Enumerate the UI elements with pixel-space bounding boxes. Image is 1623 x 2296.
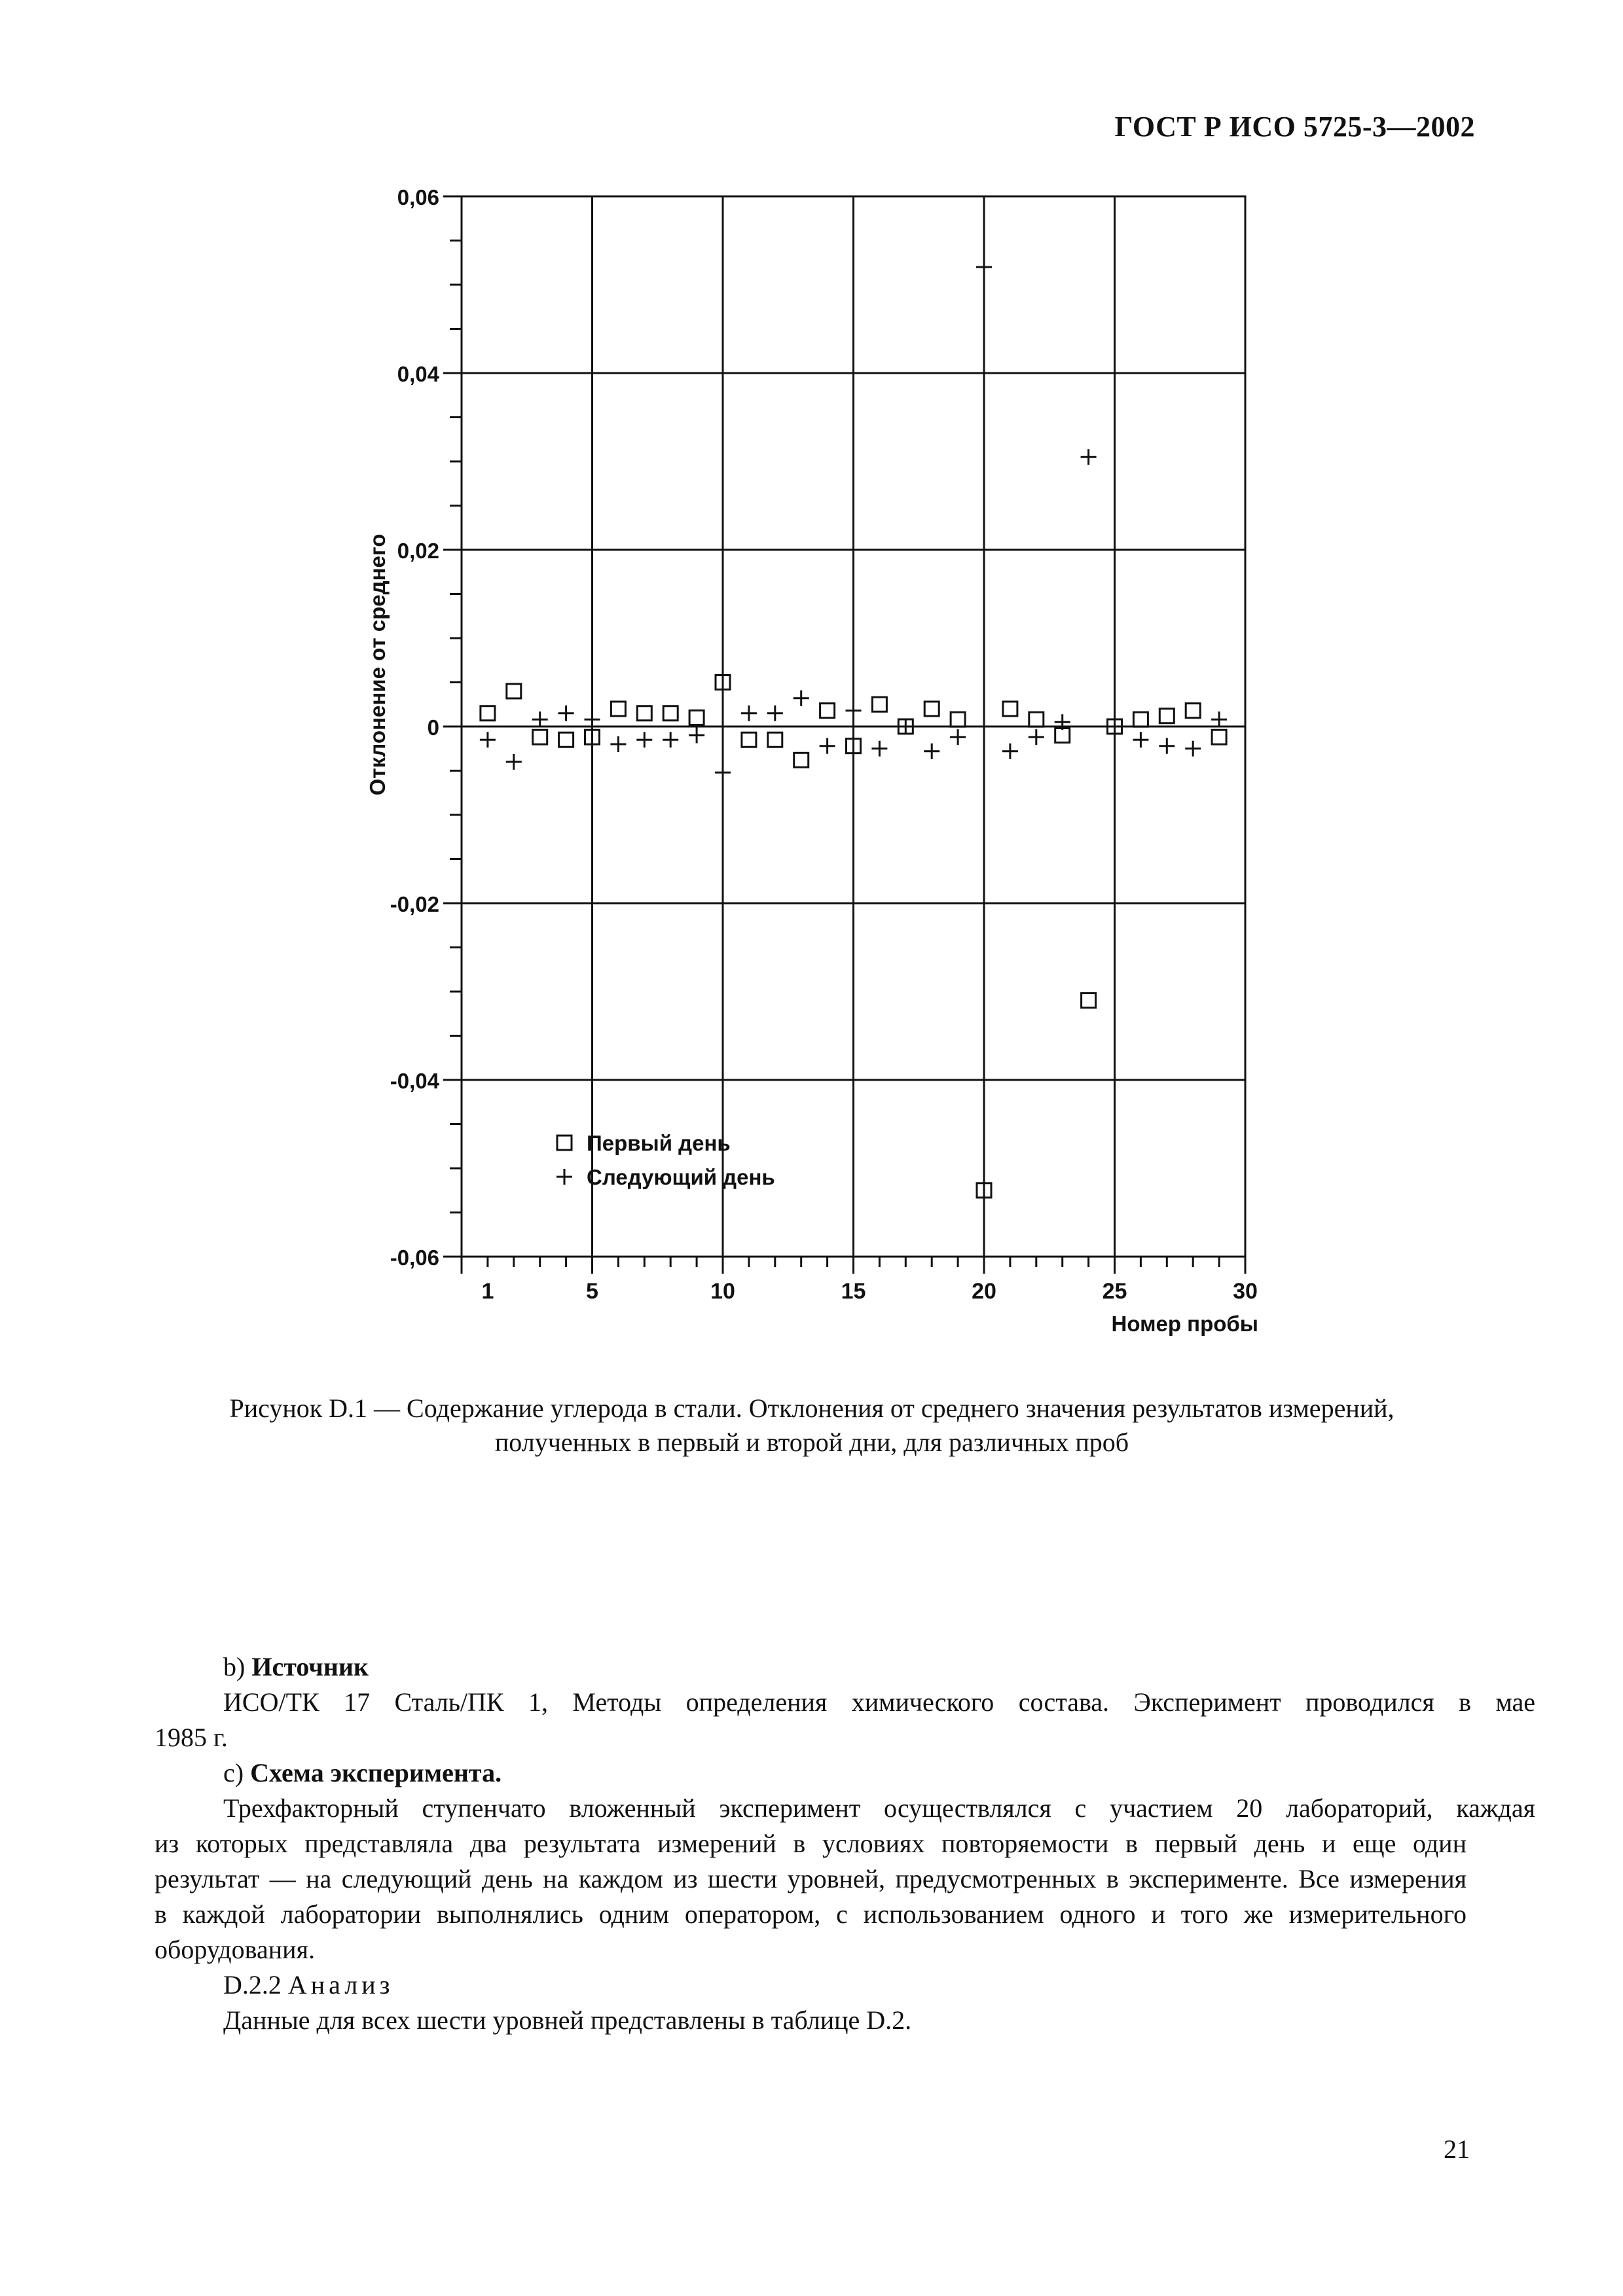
data-point-first-day [1029, 712, 1044, 726]
data-point-next-day [871, 741, 887, 757]
data-point-next-day [663, 732, 678, 747]
data-point-first-day [1055, 728, 1070, 743]
scheme-heading [155, 1755, 1535, 1791]
scheme-text-line-4: в каждой лаборатории выполнялись одним оператором, с использованием одного и того же измерительного [155, 1899, 1467, 1929]
y-axis-label: Отклонение от среднего [365, 533, 390, 796]
data-point-first-day [924, 702, 939, 716]
figure-caption-line-1: Рисунок D.1 — Содержание углерода в стали. Отклонения от среднего значения результатов измерений, [229, 1393, 1395, 1423]
data-point-first-day [951, 712, 965, 726]
data-point-first-day [820, 704, 835, 718]
x-tick-label: 1 [481, 1279, 494, 1304]
section-text: Данные для всех шести уровней представлены в таблице D.2. [223, 2005, 912, 2035]
figure-caption-line-2: полученных в первый и второй дни, для различных проб [494, 1427, 1129, 1457]
data-point-first-day [689, 711, 704, 725]
data-point-first-day [1082, 994, 1096, 1008]
section-heading [155, 1967, 1535, 2003]
data-point-next-day [715, 764, 731, 780]
data-point-first-day [611, 702, 625, 716]
x-tick-label: 15 [841, 1279, 866, 1304]
data-point-first-day [872, 697, 886, 711]
legend-label-next-day: Следующий день [587, 1165, 775, 1189]
data-point-first-day [768, 732, 782, 747]
data-point-first-day [637, 706, 651, 721]
scheme-text-line-3: результат — на следующий день на каждом из шести уровней, предусмотренных в эксперименте. Все измерения [155, 1864, 1467, 1893]
x-tick-label: 10 [710, 1279, 735, 1304]
data-point-next-day [924, 744, 939, 759]
document-header: ГОСТ Р ИСО 5725-3—2002 [1114, 111, 1475, 143]
section-title: Анализ [287, 1970, 394, 2000]
data-point-next-day [820, 738, 835, 754]
y-tick-label: -0,06 [390, 1246, 439, 1270]
x-tick-label: 20 [972, 1279, 996, 1304]
source-heading [155, 1649, 1535, 1685]
data-point-next-day [1133, 732, 1148, 747]
page-number: 21 [1444, 2134, 1470, 2164]
data-point-next-day [976, 259, 992, 275]
y-tick-label: -0,02 [390, 892, 439, 916]
data-point-next-day [741, 706, 757, 721]
legend-square-marker [557, 1136, 572, 1150]
data-point-next-day [1029, 729, 1044, 745]
x-tick-label: 5 [586, 1279, 598, 1304]
data-point-first-day [507, 684, 521, 698]
data-point-next-day [610, 736, 626, 752]
data-point-next-day [506, 754, 522, 770]
scheme-text-line-1: Трехфакторный ступенчато вложенный эксперимент осуществлялся с участием 20 лабораторий, каждая [223, 1793, 1535, 1823]
x-tick-label: 30 [1233, 1279, 1258, 1304]
data-point-next-day [793, 691, 809, 706]
legend-plus-marker [556, 1169, 572, 1185]
data-point-first-day [1133, 712, 1148, 726]
scheme-prefix: c) [223, 1758, 244, 1787]
data-point-first-day [1186, 704, 1200, 718]
data-point-next-day [636, 732, 652, 747]
legend-label-first-day: Первый день [587, 1131, 731, 1155]
x-axis-label: Номер пробы [1111, 1312, 1258, 1336]
data-point-next-day [585, 711, 600, 727]
data-point-first-day [1159, 709, 1174, 723]
y-tick-label: 0,04 [397, 362, 439, 386]
source-text-line-1: ИСО/ТК 17 Сталь/ПК 1, Методы определения химического состава. Эксперимент проводился в мае [223, 1687, 1535, 1717]
source-prefix: b) [223, 1652, 246, 1681]
scheme-text-line-5: оборудования. [155, 1935, 315, 1964]
data-point-first-day [794, 753, 809, 767]
data-point-first-day [559, 732, 574, 747]
y-tick-label: 0,06 [397, 185, 439, 209]
data-point-first-day [533, 730, 547, 744]
data-point-next-day [767, 706, 783, 721]
data-point-next-day [898, 719, 913, 734]
data-point-next-day [558, 706, 574, 721]
source-text-line-2: 1985 г. [155, 1723, 228, 1752]
data-point-next-day [846, 703, 862, 719]
y-tick-label: -0,04 [390, 1069, 439, 1093]
data-point-first-day [1003, 702, 1017, 716]
scheme-text-line-2: из которых представляла два результата измерений в условиях повторяемости в первый день и еще один [155, 1829, 1467, 1858]
x-tick-label: 25 [1102, 1279, 1127, 1304]
data-point-next-day [480, 732, 496, 747]
scheme-title: Схема эксперимента. [250, 1758, 502, 1787]
y-tick-label: 0,02 [397, 539, 439, 563]
y-tick-label: 0 [427, 715, 439, 740]
data-point-next-day [1081, 449, 1097, 465]
data-point-next-day [1211, 711, 1227, 727]
data-point-next-day [1002, 744, 1018, 759]
data-point-next-day [689, 728, 704, 744]
data-point-next-day [1159, 738, 1175, 754]
data-point-first-day [1212, 730, 1226, 744]
data-point-first-day [742, 732, 756, 747]
data-point-next-day [950, 729, 966, 745]
section-number: D.2.2 [223, 1970, 282, 2000]
data-point-first-day [481, 706, 495, 721]
data-point-first-day [663, 706, 678, 721]
data-point-next-day [1107, 719, 1123, 734]
data-point-next-day [532, 711, 548, 727]
source-title: Источник [251, 1652, 369, 1681]
data-point-next-day [1185, 741, 1201, 757]
